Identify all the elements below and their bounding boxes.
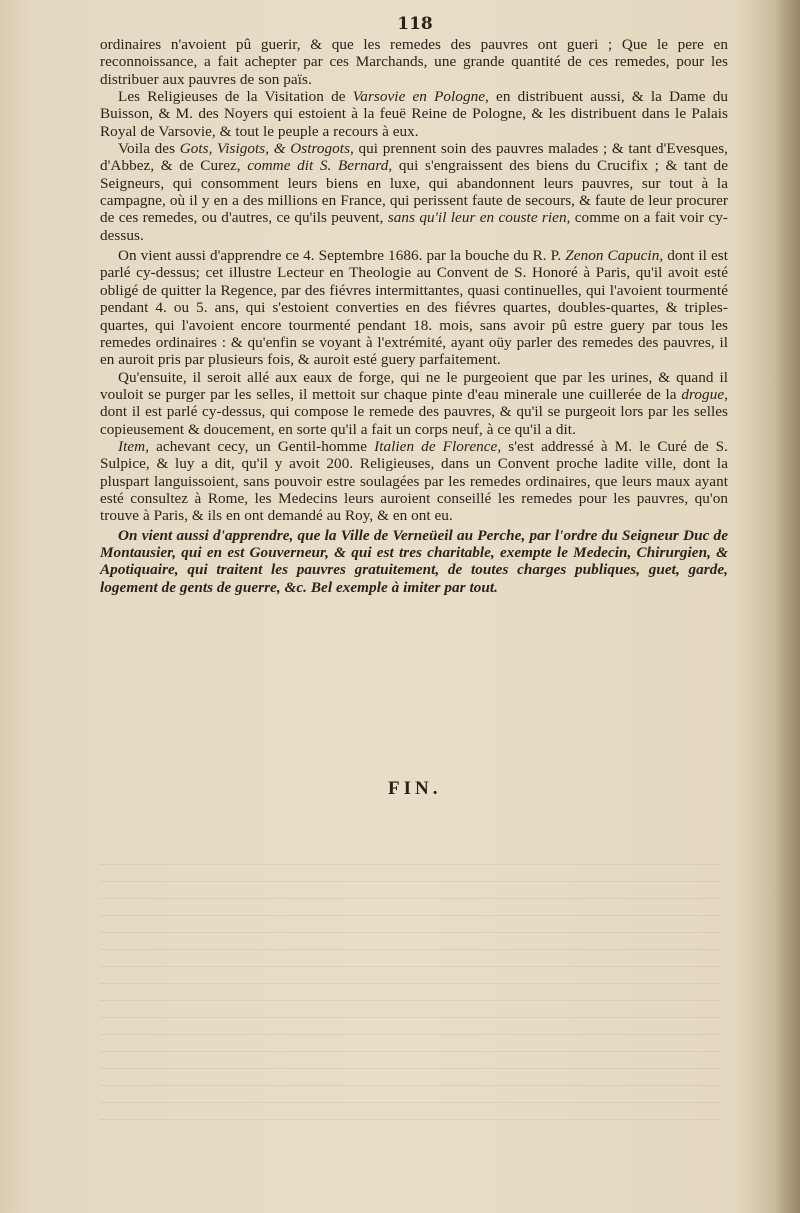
text-run: On vient aussi d'apprendre, que la Ville de Verneüeil au Perche, par l'ordre du Seigneur Duc de Montausier, qui en est Gouverneur, & qui est tres charitable, exempte le Medecin, Chirurgien, & Apotiquaire, qui traitent les pauvres gratuitement, de toutes charges publiques, guet, garde, logement de gents de guerre, &c. Bel exemple à imiter par tout. [100, 526, 728, 596]
text-run: , qui prennent soin des pauvres malades ; & tant d'Evesques, d'Abbez, & de Curez, [100, 140, 729, 175]
text-run: , s'est addressé à M. le Curé de S. Sulpice, & luy a dit, qu'il y avoit 200. Religieuses, dans un Convent proche ladite ville, dont la pluspart languissoient, sans pouvoir estre soulagées par les remedes ordinaires, que leurs maux ayant esté consultez à Rome, les Medecins leurs auroient conseillé les remedes pour les pauvres, qu'on trouve à Paris, & ils en ont demandé au Roy, & en ont eu. [100, 437, 728, 525]
text-run: Voila des [118, 140, 180, 158]
italic-run: drogue [681, 385, 725, 403]
paragraph-1 [100, 36, 728, 88]
body-text [100, 36, 728, 596]
text-run: , dont il est parlé cy-dessus; cet illustre Lecteur en Theologie au Convent de S. Honoré à Paris, qu'il avoit esté obligé de quitter la Regence, par des fiévres intermittantes, quasi continuelles, qui l'avoient tourmenté pendant 4. ou 5. ans, qui s'estoient converties en des fiévres quartes, doubles-quartes, & triples-quartes, qui l'avoient encore tourmenté pendant 18. mois, sans avoir pû estre guery par tous les remedes ordinaires : & qu'enfin se voyant à l'extrémité, ayant oüy parler des remedes des pauvres, il en auroit pris par plusieurs fois, & auroit esté guery parfaitement. [100, 247, 728, 369]
text-run: ordinaires n'avoient pû guerir, & que les remedes des pauvres ont gueri ; Que le pere en reconnoissance, a fait achepter par ces Marchands, une grande quantité de ces remedes, pour les distribuer aux pauvres de son païs. [100, 36, 728, 88]
italic-run: Zenon Capucin [565, 247, 660, 265]
page-number: 118 [397, 14, 433, 34]
text-run: , comme on a fait voir cy-dessus. [100, 209, 728, 244]
text-run: Qu'ensuite, il seroit allé aux eaux de forge, qui ne le purgeoient que par les urines, & quand il vouloit se purger par les selles, il mettoit sur chaque pinte d'eau minerale une cuillerée de la [100, 368, 728, 403]
text-run: , dont il est parlé cy-dessus, qui compose le remede des pauvres, & qu'il se purgeoit lors par les selles copieusement & doucement, en sorte qu'il a fait un corps neuf, à ce qu'il a dit. [100, 385, 728, 438]
end-mark: FIN. [388, 778, 442, 799]
text-run: , achevant cecy, un Gentil-homme [145, 437, 375, 455]
gutter-shadow [774, 0, 800, 1213]
paragraph-3 [100, 140, 728, 244]
text-run: On vient aussi d'apprendre ce 4. Septembre 1686. par la bouche du R. P. [118, 247, 566, 265]
paragraph-2 [100, 88, 728, 140]
paragraph-6 [100, 438, 728, 525]
show-through-texture [100, 860, 720, 1120]
italic-run: Gots, Visigots, & Ostrogots [179, 140, 351, 158]
italic-run: Varsovie en Pologne [352, 88, 486, 106]
italic-run: comme dit S. Bernard [247, 157, 389, 175]
italic-run: Item [118, 437, 146, 455]
paragraph-7 [100, 527, 728, 596]
paragraph-4 [100, 247, 728, 368]
italic-run: sans qu'il leur en couste rien [387, 209, 567, 227]
text-run: , en distribuent aussi, & la Dame du Buisson, & M. des Noyers qui estoient à la feuë Reine de Pologne, & les distribuent dans le Palais Royal de Varsovie, & tout le peuple a recours à eux. [100, 88, 728, 140]
italic-run: Italien de Florence [374, 437, 498, 455]
paragraph-5 [100, 369, 728, 438]
text-run: Les Religieuses de la Visitation de [118, 88, 353, 106]
text-run: , qui s'engraissent des biens du Crucifix ; & tant de Seigneurs, qui consomment leurs biens en luxe, qui abandonnent leurs pauvres, sur tout à la campagne, où il y en a des millions en France, qui perissent faute de secours, & faute de leur procurer de ces remedes, ou d'autres, ce qu'ils peuvent, [100, 157, 728, 227]
